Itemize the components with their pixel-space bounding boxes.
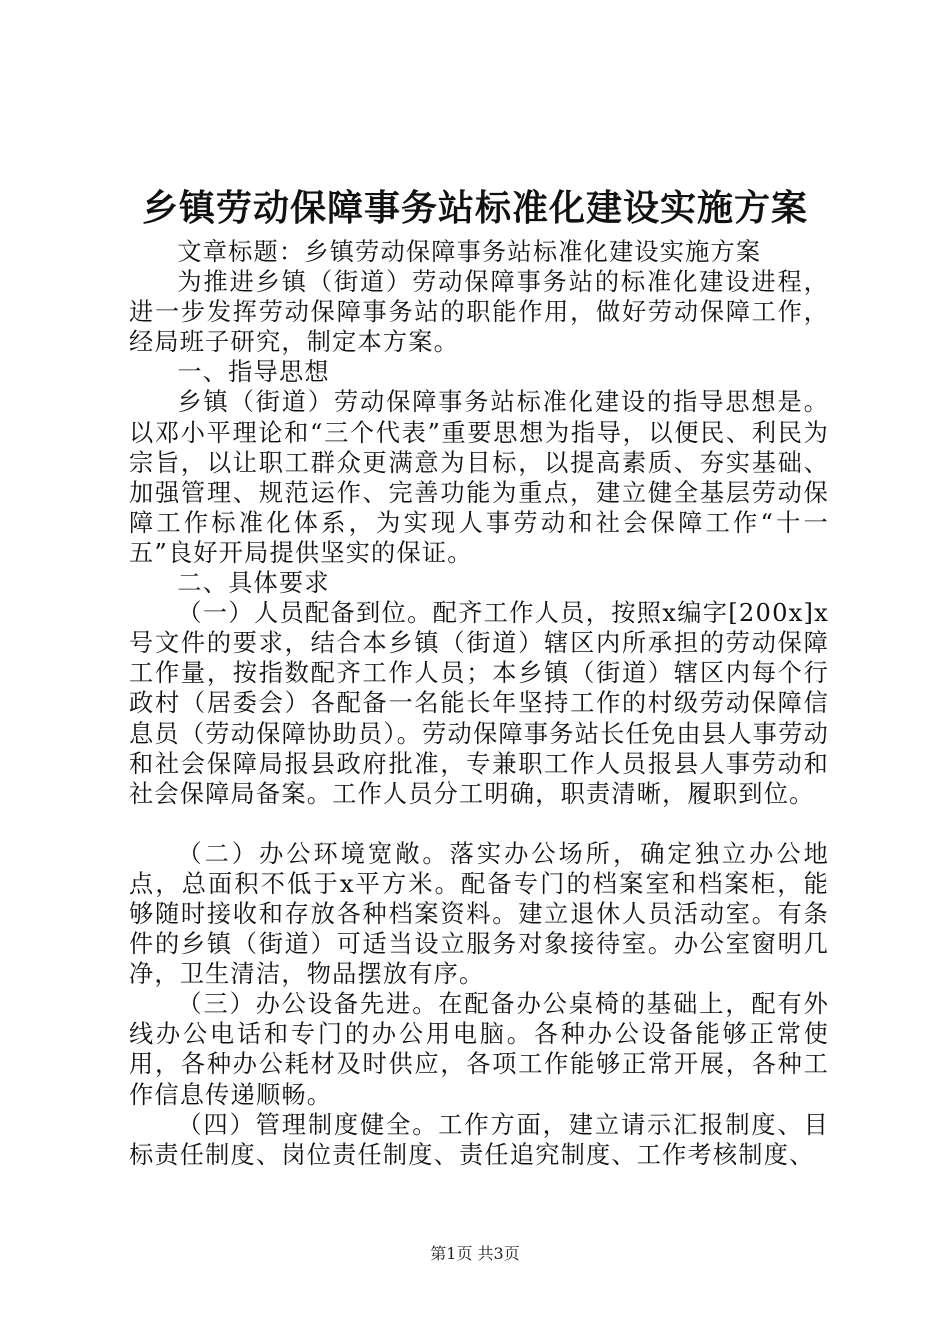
section-heading-guiding-ideology: 一、指导思想 xyxy=(177,358,330,387)
guiding-ideology-paragraph: 乡镇（街道）劳动保障事务站标准化建设的指导思想是。以邓小平理论和“三个代表”重要思想为指导，以便民、利民为宗旨，以让职工群众更满意为目标，以提高素质、夯实基础、加强管理、规范运作、完善功能为重点，建立健全基层劳动保障工作标准化体系，为实现人事劳动和社会保障工作“十一五”良好开局提供坚实的保证。 xyxy=(129,388,829,567)
requirement-staffing-paragraph: （一）人员配备到位。配齐工作人员，按照x编字[200x]x号文件的要求，结合本乡镇（街道）辖区内所承担的劳动保障工作量，按指数配齐工作人员；本乡镇（街道）辖区内每个行政村（居委会）各配备一名能长年坚持工作的村级劳动保障信息员（劳动保障协助员）。劳动保障事务站长任免由县人事劳动和社会保障局报县政府批准，专兼职工作人员报县人事劳动和社会保障局备案。工作人员分工明确，职责清晰，履职到位。 xyxy=(129,599,829,808)
page-footer: 第1页 共3页 xyxy=(430,1244,520,1263)
document-body xyxy=(129,237,829,1170)
section-heading-specific-requirements: 二、具体要求 xyxy=(177,569,330,598)
intro-paragraph: 为推进乡镇（街道）劳动保障事务站的标准化建设进程，进一步发挥劳动保障事务站的职能作用，做好劳动保障工作，经局班子研究，制定本方案。 xyxy=(129,268,829,357)
requirement-office-environment-paragraph: （二）办公环境宽敞。落实办公场所，确定独立办公地点，总面积不低于x平方米。配备专门的档案室和档案柜，能够随时接收和存放各种档案资料。建立退休人员活动室。有条件的乡镇（街道）可适当设立服务对象接待室。办公室窗明几净，卫生清洁，物品摆放有序。 xyxy=(129,839,829,989)
document-title: 乡镇劳动保障事务站标准化建设实施方案 xyxy=(141,187,808,229)
article-title-line: 文章标题：乡镇劳动保障事务站标准化建设实施方案 xyxy=(177,238,762,266)
requirement-office-equipment-paragraph: （三）办公设备先进。在配备办公桌椅的基础上，配有外线办公电话和专门的办公用电脑。各种办公设备能够正常使用，各种办公耗材及时供应，各项工作能够正常开展，各种工作信息传递顺畅。 xyxy=(129,990,829,1109)
requirement-management-system-paragraph: （四）管理制度健全。工作方面，建立请示汇报制度、目标责任制度、岗位责任制度、责任追究制度、工作考核制度、 xyxy=(129,1110,829,1169)
